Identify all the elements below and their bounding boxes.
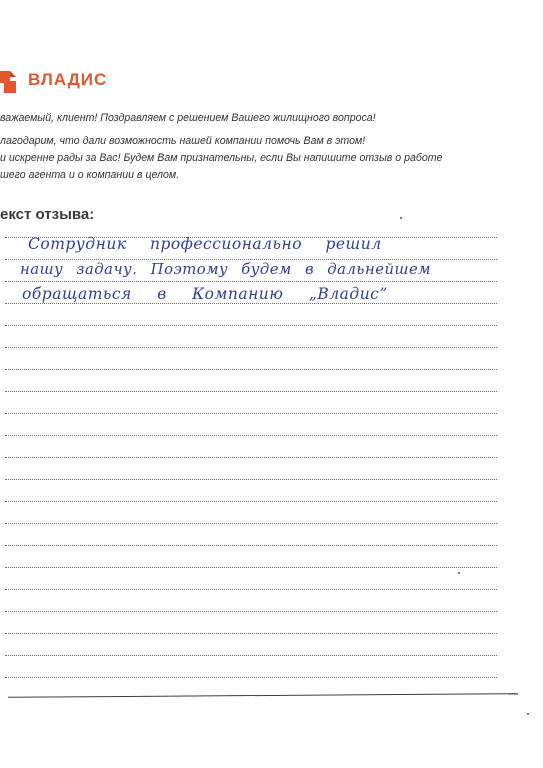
rule-line bbox=[5, 655, 497, 656]
intro-text bbox=[0, 110, 540, 184]
rule-line bbox=[5, 479, 497, 480]
scan-speck bbox=[527, 713, 529, 715]
company-logo bbox=[0, 66, 107, 94]
rule-line bbox=[5, 391, 497, 392]
logo-text: ВЛАДИС bbox=[28, 70, 108, 89]
rule-line bbox=[5, 347, 497, 348]
scan-speck bbox=[400, 217, 402, 219]
rule-line bbox=[5, 545, 497, 546]
greeting-line: важаемый, клиент! Поздравляем с решением Вашего жилищного вопроса! bbox=[0, 112, 376, 124]
scan-speck bbox=[458, 572, 460, 574]
rule-line bbox=[5, 457, 497, 458]
rule-line bbox=[5, 501, 497, 502]
rule-line bbox=[5, 677, 497, 678]
review-title: екст отзыва: bbox=[0, 206, 95, 223]
handwritten-line-2: нашу задачу. Поэтому будем в дальнейшем bbox=[20, 261, 432, 278]
bottom-divider bbox=[8, 693, 518, 698]
thanks-line: лагодарим, что дали возможность нашей компании помочь Вам в этом! bbox=[0, 135, 366, 147]
rule-line bbox=[5, 611, 497, 612]
glad-line-2: шего агента и о компании в целом. bbox=[0, 169, 180, 181]
handwritten-review bbox=[20, 232, 508, 307]
rule-line bbox=[5, 567, 497, 568]
rule-line bbox=[5, 325, 497, 326]
handwritten-line-1: Сотрудник профессионально решил bbox=[28, 235, 382, 253]
rule-line bbox=[5, 369, 497, 370]
handwritten-line-3: обращаться в Компанию „Владис” bbox=[22, 285, 388, 303]
rule-line bbox=[5, 523, 497, 524]
rule-line bbox=[5, 589, 497, 590]
glad-line-1: и искренне рады за Вас! Будем Вам признательны, если Вы напишите отзыв о работе bbox=[0, 152, 443, 164]
rule-line bbox=[5, 633, 497, 634]
rule-line bbox=[5, 413, 497, 414]
rule-line bbox=[5, 435, 497, 436]
logo-house-icon bbox=[0, 67, 18, 93]
